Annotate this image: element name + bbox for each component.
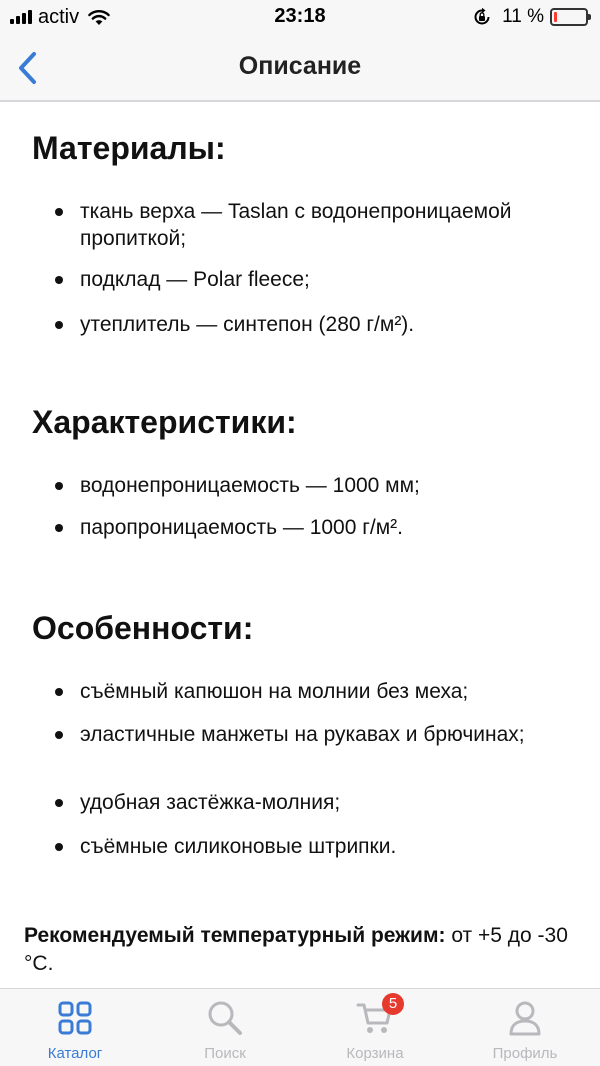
search-icon	[206, 999, 244, 1037]
section-title-characteristics: Характеристики:	[32, 404, 297, 440]
tab-catalog[interactable]	[0, 989, 150, 1066]
navigation-bar	[0, 34, 600, 102]
tab-label: Корзина	[346, 1045, 404, 1062]
battery-icon	[550, 8, 588, 26]
list-item: удобная застёжка-молния;	[80, 789, 580, 816]
bullet	[55, 524, 63, 532]
carrier-name: activ	[38, 5, 80, 28]
bullet	[55, 276, 63, 284]
list-item: водонепроницаемость — 1000 мм;	[80, 472, 580, 499]
bullet	[55, 208, 63, 216]
tab-bar	[0, 988, 600, 1066]
section-title-materials: Материалы:	[32, 130, 226, 166]
tab-label: Профиль	[492, 1045, 558, 1062]
list-item: ткань верха — Taslan с водонепроницаемой пропиткой;	[80, 198, 580, 252]
list-item: утеплитель — синтепон (280 г/м²).	[80, 311, 580, 338]
orientation-lock-icon	[472, 7, 492, 27]
status-bar	[0, 0, 600, 34]
bullet	[55, 482, 63, 490]
cart-count-badge: 5	[382, 993, 404, 1015]
description-content[interactable]	[0, 102, 600, 988]
battery-percentage: 11 %	[502, 6, 544, 27]
tab-label: Каталог	[47, 1045, 103, 1062]
list-item: подклад — Polar fleece;	[80, 266, 580, 293]
page-title: Описание	[238, 52, 362, 80]
tab-search[interactable]	[150, 989, 300, 1066]
temperature-value: от +5 до -30 °C.	[24, 924, 568, 975]
bullet	[55, 799, 63, 807]
list-item: съёмный капюшон на молнии без меха;	[80, 678, 580, 705]
bullet	[55, 731, 63, 739]
profile-icon	[506, 999, 544, 1037]
temperature-label: Рекомендуемый температурный режим:	[24, 924, 446, 947]
clock: 23:18	[274, 5, 326, 27]
bullet	[55, 688, 63, 696]
list-item: съёмные силиконовые штрипки.	[80, 833, 580, 860]
list-item: эластичные манжеты на рукавах и брючинах;	[80, 721, 580, 748]
section-title-features: Особенности:	[32, 610, 254, 646]
bullet	[55, 321, 63, 329]
tab-label: Поиск	[204, 1045, 246, 1062]
grid-icon	[56, 999, 94, 1037]
bullet	[55, 843, 63, 851]
battery-info	[472, 6, 588, 28]
tab-cart[interactable]	[300, 989, 450, 1066]
temperature-range	[24, 922, 584, 978]
tab-profile[interactable]	[450, 989, 600, 1066]
list-item: паропроницаемость — 1000 г/м².	[80, 514, 580, 541]
